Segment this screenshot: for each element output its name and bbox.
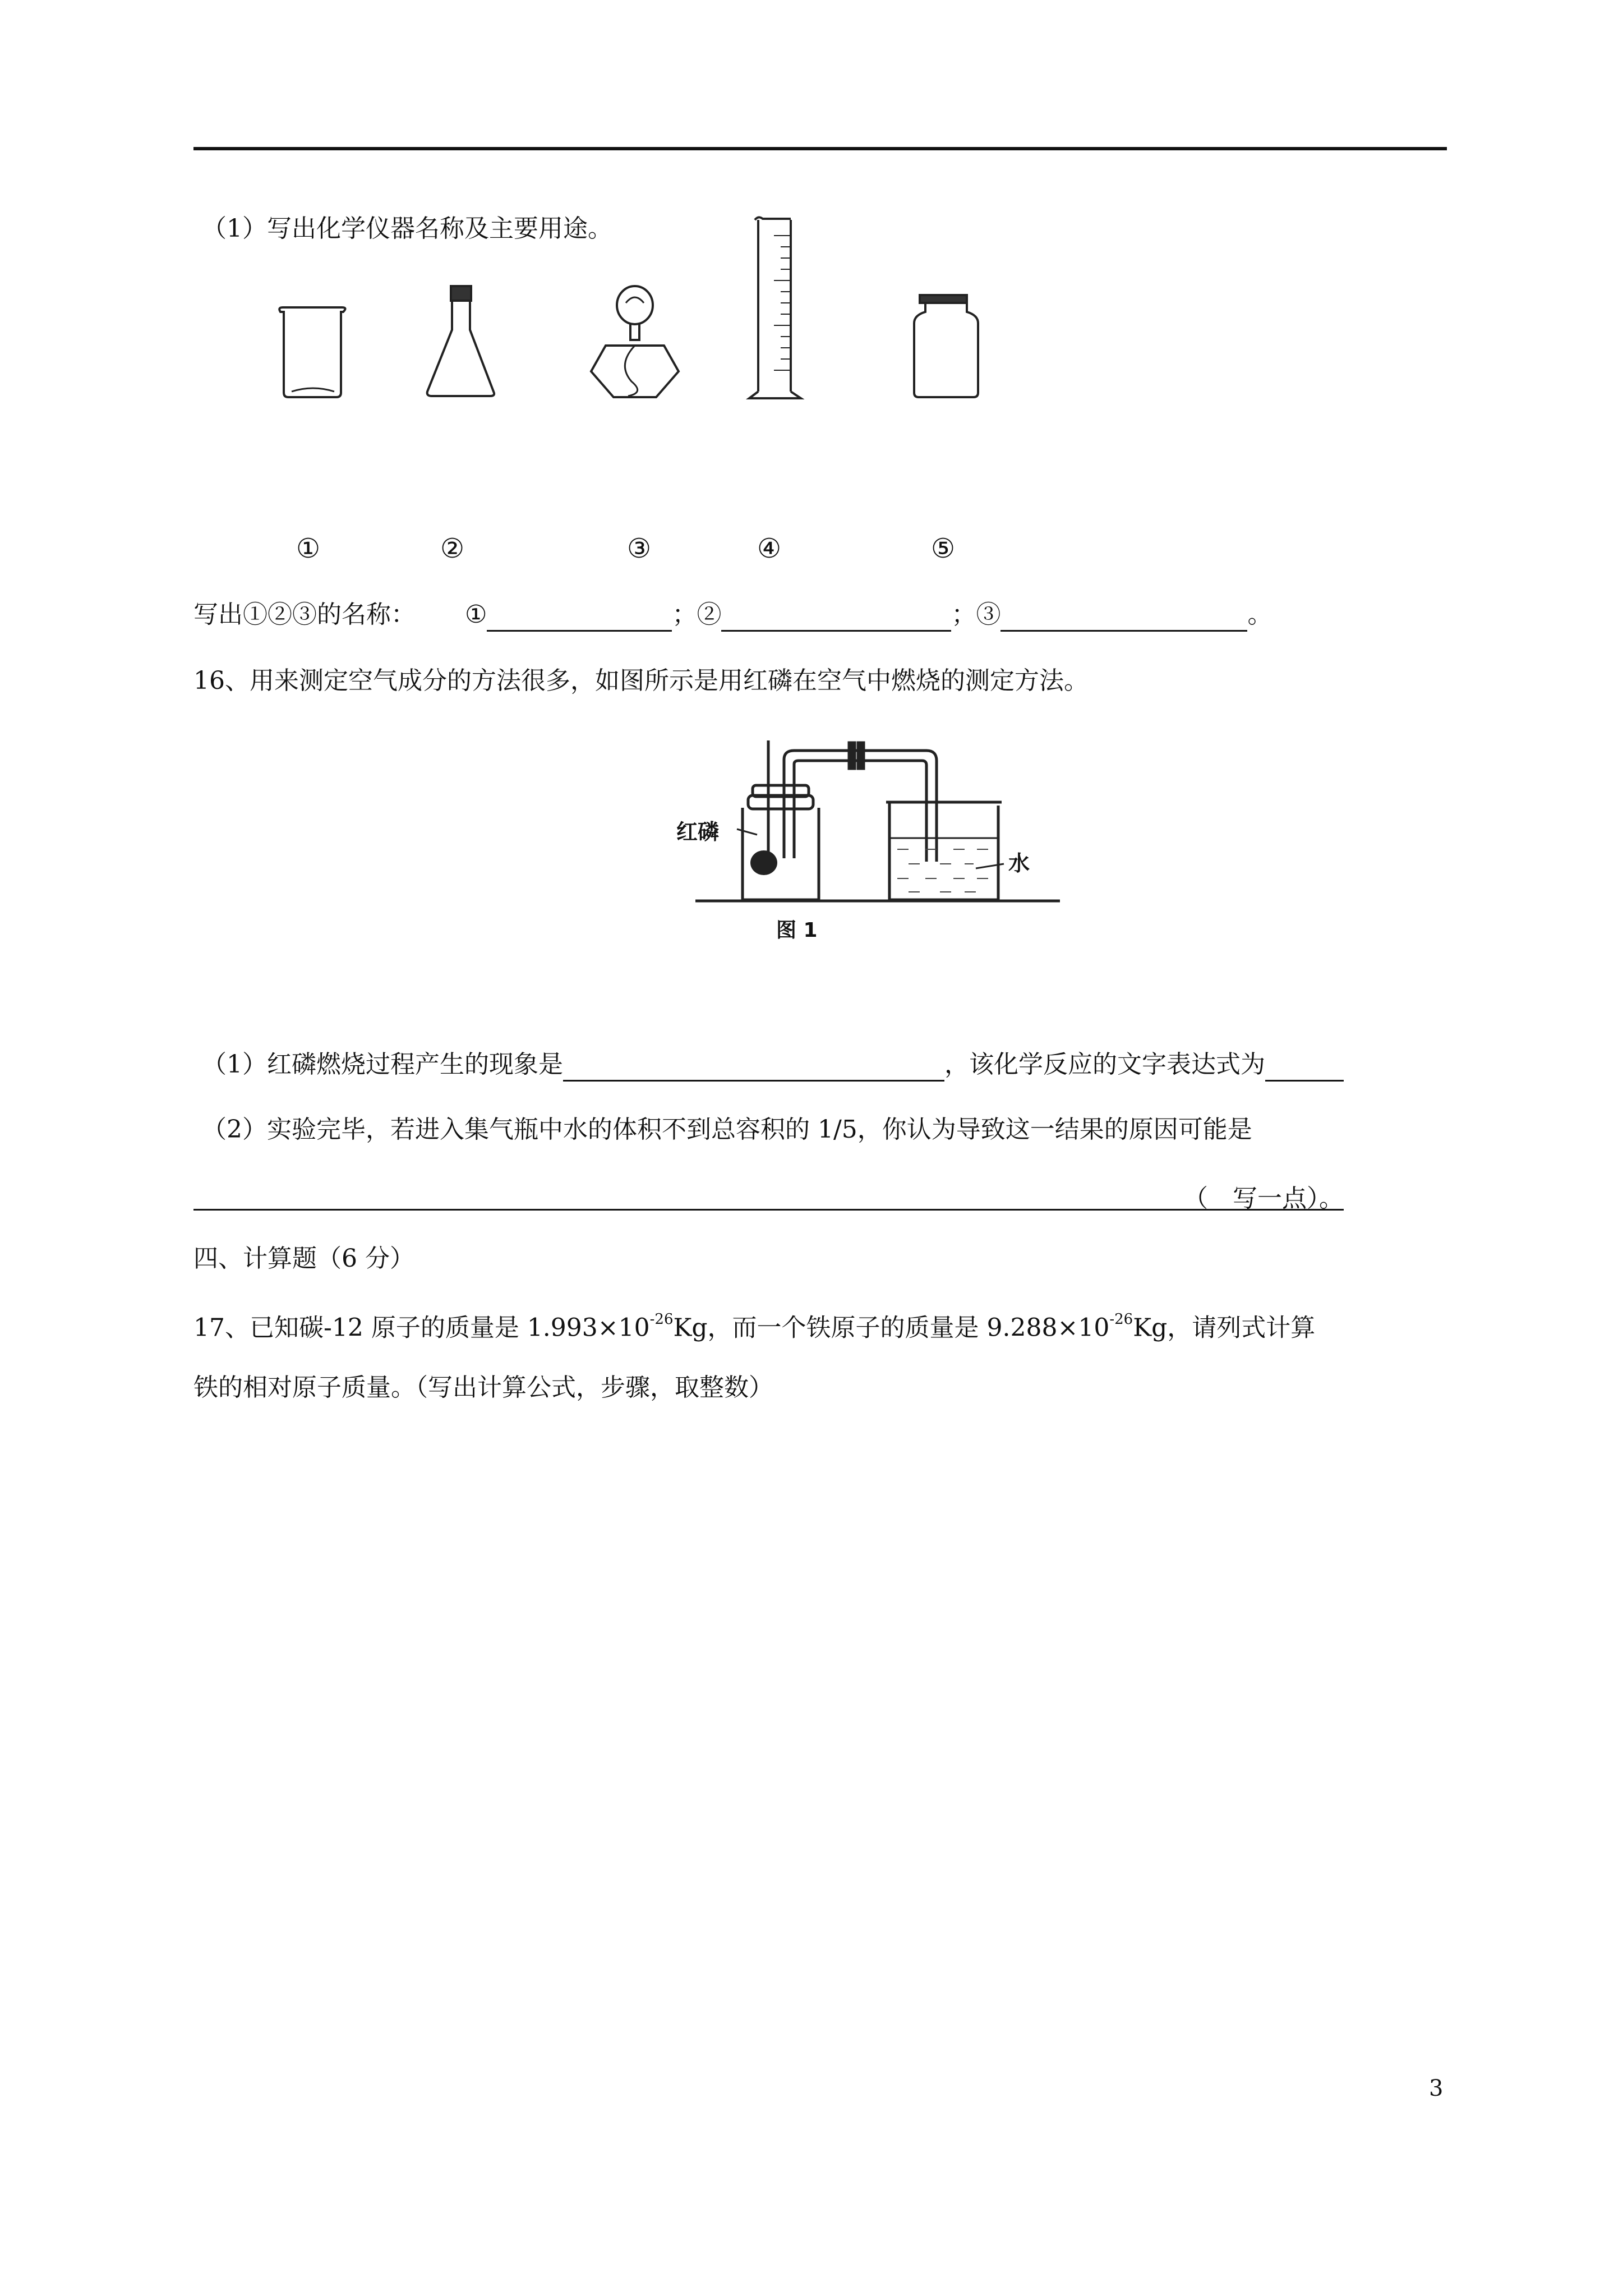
q16-part2-answer bbox=[193, 1177, 1344, 1211]
blank3-label: ；③ bbox=[951, 600, 1001, 629]
q17-line1 bbox=[193, 1306, 1315, 1345]
q17-exp1: -26 bbox=[649, 1311, 674, 1328]
label-5: ⑤ bbox=[931, 533, 956, 564]
graduated-cylinder-icon bbox=[749, 217, 801, 398]
phenomenon-blank[interactable] bbox=[563, 1053, 944, 1082]
label-phosphorus: 红磷 bbox=[676, 820, 720, 844]
q16-stem: 16、用来测定空气成分的方法很多，如图所示是用红磷在空气中燃烧的测定方法。 bbox=[193, 666, 1089, 695]
blank1-label: ① bbox=[465, 600, 487, 629]
q16-part2: （2）实验完毕，若进入集气瓶中水的体积不到总容积的 1/5，你认为导致这一结果的原因可能是 bbox=[202, 1115, 1252, 1144]
label-1: ① bbox=[296, 533, 321, 564]
beaker-icon bbox=[279, 307, 345, 397]
instruments-figure bbox=[269, 213, 998, 404]
label-4: ④ bbox=[757, 533, 782, 564]
answer-blank-3[interactable] bbox=[1000, 603, 1247, 632]
q17-line1-c: Kg，请列式计算 bbox=[1133, 1313, 1316, 1342]
q16-part1-b: ，该化学反应的文字表达式为 bbox=[944, 1050, 1265, 1079]
end-mark: 。 bbox=[1247, 600, 1272, 629]
section4-title: 四、计算题（6 分） bbox=[193, 1244, 414, 1273]
blank2-label: ；② bbox=[672, 600, 722, 629]
q16-part1 bbox=[202, 1048, 1344, 1082]
q16-part1-a: （1）红磷燃烧过程产生的现象是 bbox=[202, 1050, 563, 1079]
label-2: ② bbox=[440, 533, 465, 564]
label-water: 水 bbox=[1008, 851, 1030, 876]
q17-exp2: -26 bbox=[1109, 1311, 1133, 1328]
answer-blank-2[interactable] bbox=[721, 603, 951, 632]
q17-line1-a: 17、已知碳-12 原子的质量是 1.993×10 bbox=[193, 1313, 650, 1342]
conical-flask-icon bbox=[427, 286, 494, 396]
answer-blank-1[interactable] bbox=[487, 603, 672, 632]
q15-intro: （1）写出化学仪器名称及主要用途。 bbox=[202, 214, 612, 243]
figure-caption: 图 1 bbox=[776, 919, 818, 942]
q16-part2-tail: （ 写一点）。 bbox=[1178, 1182, 1344, 1211]
names-prompt: 写出①②③的名称： bbox=[193, 600, 416, 629]
label-3: ③ bbox=[627, 533, 652, 564]
q17-line1-b: Kg，而一个铁原子的质量是 9.288×10 bbox=[673, 1313, 1110, 1342]
red-phosphorus-icon bbox=[750, 850, 777, 875]
phosphorus-apparatus-figure bbox=[676, 729, 1071, 954]
names-line bbox=[193, 598, 1272, 632]
page-number: 3 bbox=[1429, 2076, 1444, 2101]
gas-jar-icon bbox=[914, 295, 978, 397]
header-rule bbox=[193, 147, 1447, 150]
q17-line2: 铁的相对原子质量。（写出计算公式，步骤，取整数） bbox=[193, 1373, 773, 1402]
alcohol-lamp-icon bbox=[591, 286, 679, 397]
expression-blank[interactable] bbox=[1265, 1053, 1344, 1082]
reason-blank[interactable] bbox=[193, 1182, 1178, 1211]
